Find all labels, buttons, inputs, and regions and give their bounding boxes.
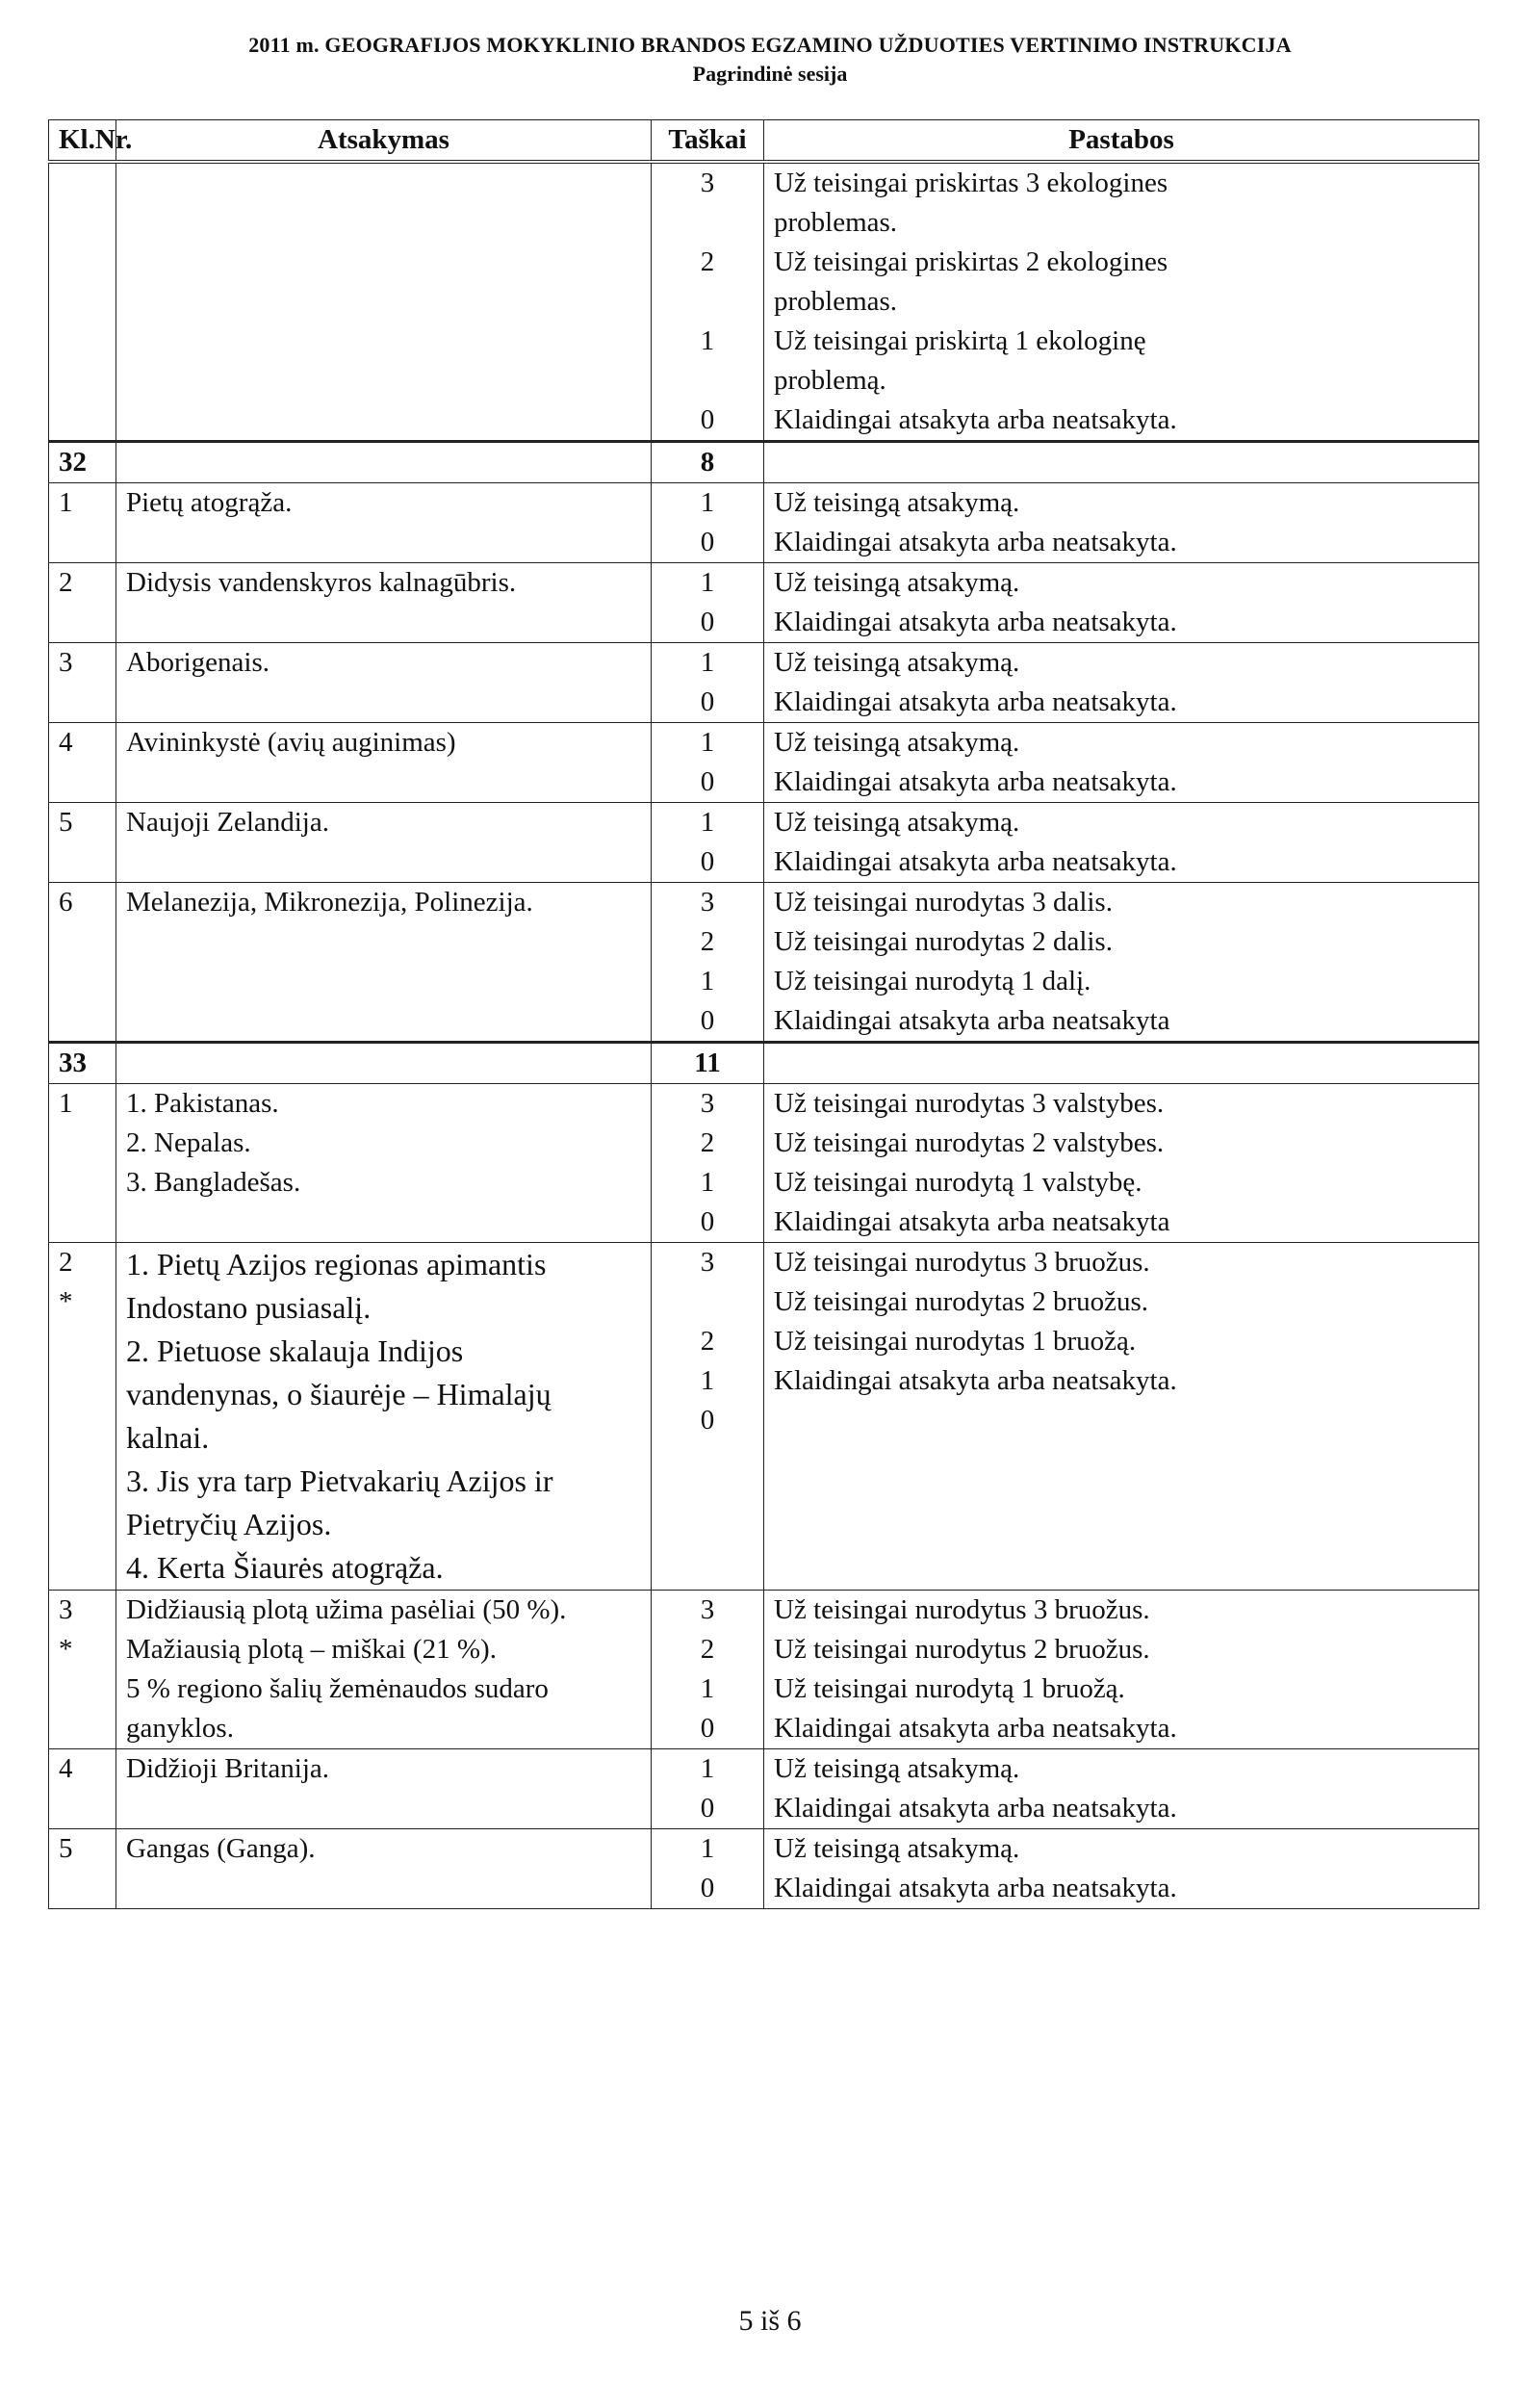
table-row: 1 1. Pakistanas. 2. Nepalas. 3. Bangladešas. 3 2 1 0 Už teisingai nurodytas 3 valstybes. Už teisingai nurodytas 2 valstybes. Už teisingai nurodytą 1 valstybę. Klaidingai atsakyta arba neatsakyta <box>49 1084 1479 1243</box>
table-row <box>49 162 1479 442</box>
page-number: 5 iš 6 <box>738 2305 802 2337</box>
table-row: 5 Gangas (Ganga). 1 0 Už teisingą atsakymą. Klaidingai atsakyta arba neatsakyta. <box>49 1829 1479 1909</box>
section-row-32 <box>49 442 1479 483</box>
row-points: 3 2 1 0 <box>652 162 764 442</box>
document-subtitle: Pagrindinė sesija <box>692 62 848 86</box>
row-notes: Už teisingai priskirtas 3 ekologines problemas. Už teisingai priskirtas 2 ekologines problemas. Už teisingai priskirtą 1 ekologinę problemą. Klaidingai atsakyta arba neatsakyta. <box>764 162 1479 442</box>
grading-table <box>48 119 1479 1909</box>
column-header-answer: Atsakymas <box>116 120 652 163</box>
row-number <box>49 162 116 442</box>
column-header-points: Taškai <box>652 120 764 163</box>
star-mark: * <box>59 1286 73 1317</box>
table-row: 4 Avininkystė (avių auginimas) 1 0 Už teisingą atsakymą. Klaidingai atsakyta arba neatsakyta. <box>49 723 1479 803</box>
table-row: 1 Pietų atogrąža. 1 0 Už teisingą atsakymą. Klaidingai atsakyta arba neatsakyta. <box>49 483 1479 563</box>
row-answer <box>116 162 652 442</box>
document-title: 2011 m. GEOGRAFIJOS MOKYKLINIO BRANDOS EGZAMINO UŽDUOTIES VERTINIMO INSTRUKCIJA <box>248 33 1292 57</box>
table-header-row <box>49 120 1479 163</box>
star-mark: * <box>59 1634 73 1665</box>
column-header-notes: Pastabos <box>764 120 1479 163</box>
column-header-number: Kl.Nr. <box>49 120 116 163</box>
table-row: 3 Aborigenais. 1 0 Už teisingą atsakymą. Klaidingai atsakyta arba neatsakyta. <box>49 643 1479 723</box>
section-points: 11 <box>652 1043 764 1084</box>
table-row: 5 Naujoji Zelandija. 1 0 Už teisingą atsakymą. Klaidingai atsakyta arba neatsakyta. <box>49 803 1479 883</box>
table-row: 3 * Didžiausią plotą užima pasėliai (50 %). Mažiausią plotą – miškai (21 %). 5 % regiono šalių žemėnaudos sudaro ganyklos. 3 2 1 0 Už teisingai nurodytus 3 bruožus. Už teisingai nurodytus 2 bruožus. Už teisingai nurodytą 1 bruožą. Klaidingai atsakyta arba neatsakyta. <box>49 1591 1479 1749</box>
section-row-33 <box>49 1043 1479 1084</box>
table-row: 6 Melanezija, Mikronezija, Polinezija. 3 2 1 0 Už teisingai nurodytas 3 dalis. Už teisingai nurodytas 2 dalis. Už teisingai nurodytą 1 dalį. Klaidingai atsakyta arba neatsakyta <box>49 883 1479 1043</box>
section-number: 33 <box>49 1043 116 1084</box>
document-header <box>0 33 1540 87</box>
table-row: 2 * 1. Pietų Azijos regionas apimantis Indostano pusiasalį. 2. Pietuose skalauja Indijos vandenynas, o šiaurėje – Himalajų kalnai. 3. Jis yra tarp Pietvakarių Azijos ir Pietryčių Azijos. 4. Kerta Šiaurės atogrąža. 3 2 1 0 Už teisingai nurodytus 3 bruožus. Už teisingai nurodytas 2 bruožus. Už teisingai nurodytas 1 bruožą. Klaidingai atsakyta arba neatsakyta. <box>49 1243 1479 1591</box>
section-number: 32 <box>49 442 116 483</box>
table-row: 2 Didysis vandenskyros kalnagūbris. 1 0 Už teisingą atsakymą. Klaidingai atsakyta arba neatsakyta. <box>49 563 1479 643</box>
table-row: 4 Didžioji Britanija. 1 0 Už teisingą atsakymą. Klaidingai atsakyta arba neatsakyta. <box>49 1749 1479 1829</box>
section-points: 8 <box>652 442 764 483</box>
